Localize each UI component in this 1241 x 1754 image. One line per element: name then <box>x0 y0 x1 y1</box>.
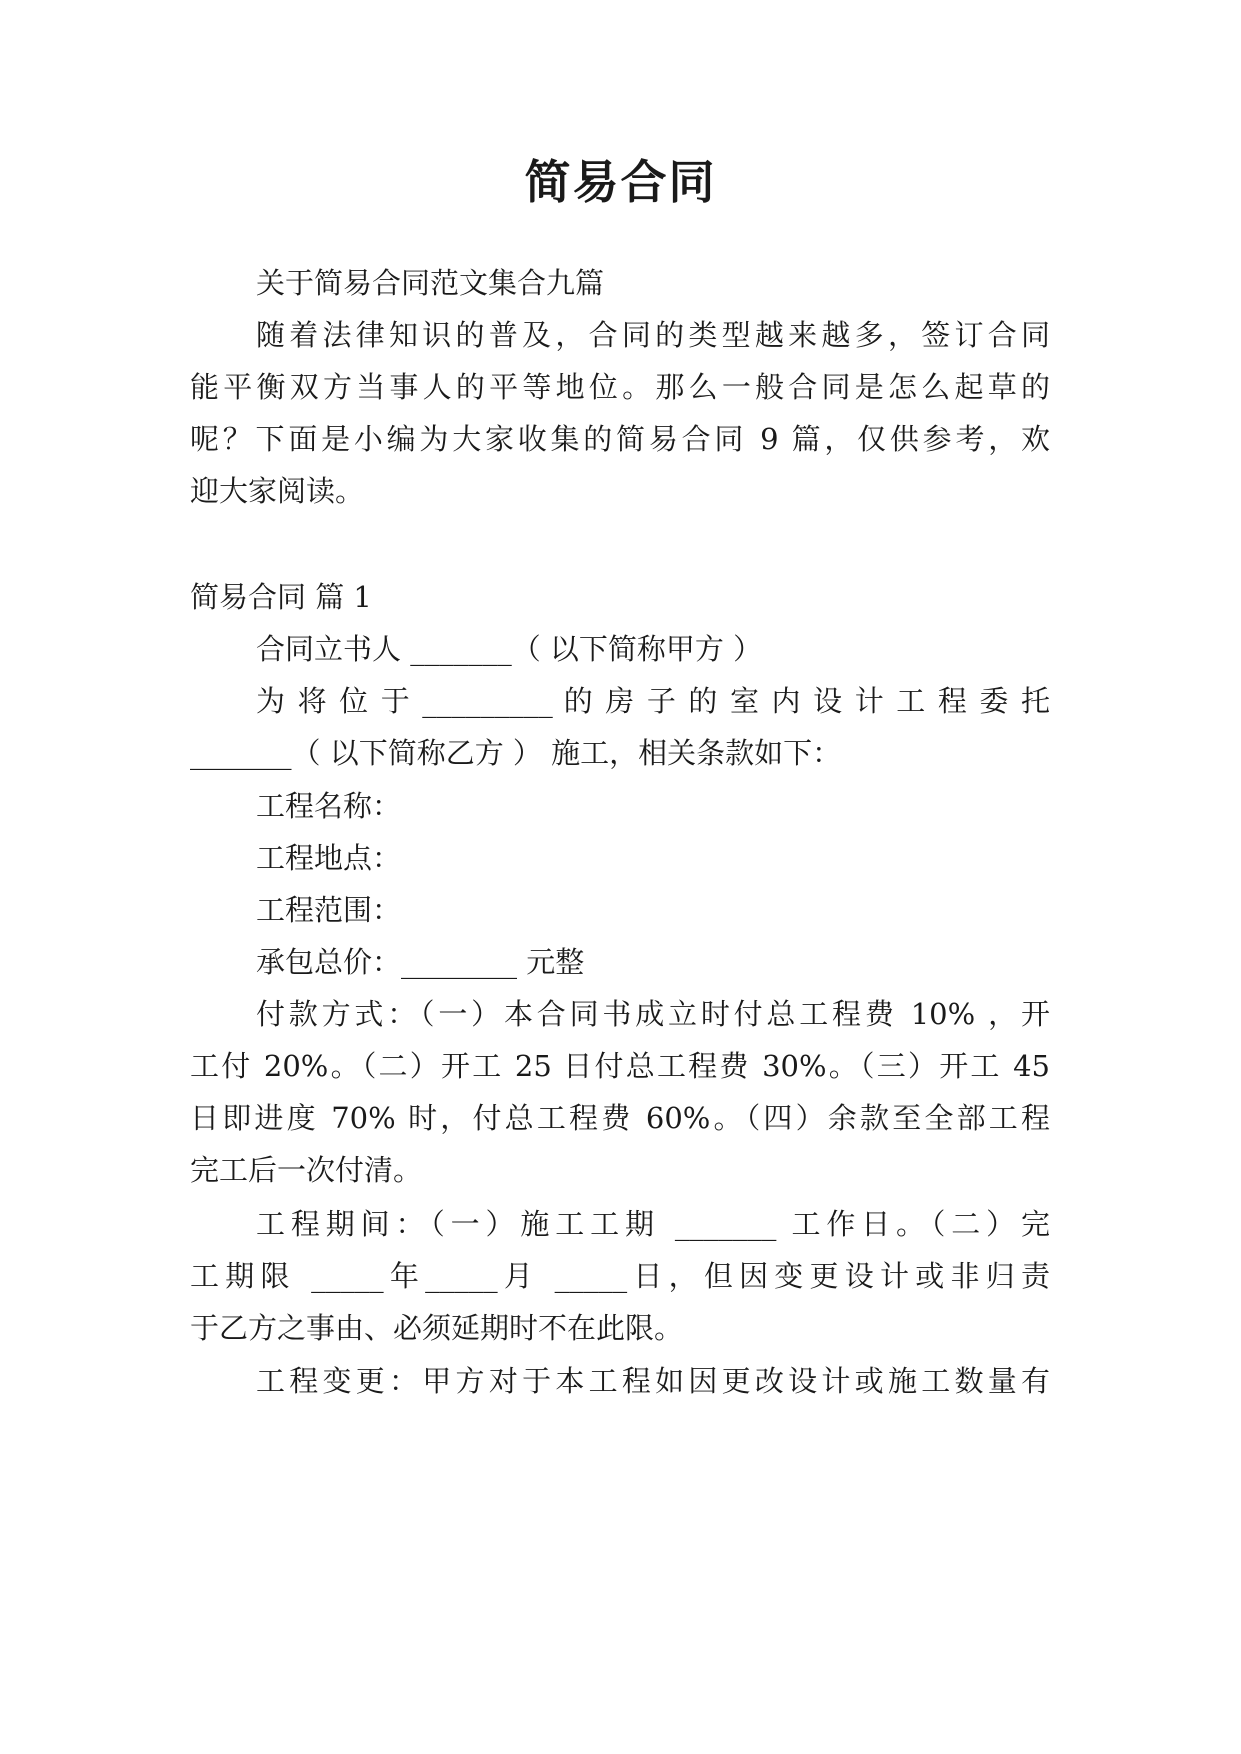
project-name-line: 工程名称： <box>256 789 402 823</box>
project-period-line-2: 工期限 _____年_____月 _____日，但因变更设计或非归责 <box>190 1259 1050 1293</box>
project-change-line-1: 工程变更：甲方对于本工程如因更改设计或施工数量有 <box>256 1364 1050 1398</box>
intro-heading: 关于简易合同范文集合九篇 <box>256 266 605 300</box>
payment-terms-line-1: 付款方式：（一）本合同书成立时付总工程费 10% ，开 <box>256 997 1050 1031</box>
contract-party-a-line: 合同立书人 _______（ 以下简称甲方 ） <box>256 632 763 666</box>
contract-commission-line-1: 为 将 位 于 _________ 的 房 子 的 室 内 设 计 工 程 委 托 <box>256 684 1050 718</box>
payment-terms-line-2: 工付 20%。（二）开工 25 日付总工程费 30%。（三）开工 45 <box>190 1049 1050 1083</box>
payment-terms-line-3: 日即进度 70% 时，付总工程费 60%。（四）余款至全部工程 <box>190 1101 1050 1135</box>
project-period-line-1: 工程期间：（一）施工工期 _______ 工作日。（二）完 <box>256 1207 1050 1241</box>
intro-paragraph-line-1: 随着法律知识的普及，合同的类型越来越多，签订合同 <box>256 318 1050 352</box>
contract-commission-line-2: _______（ 以下简称乙方 ） 施工，相关条款如下： <box>190 736 842 770</box>
project-location-line: 工程地点： <box>256 841 402 875</box>
payment-terms-line-4: 完工后一次付清。 <box>190 1153 423 1187</box>
intro-paragraph-line-4: 迎大家阅读。 <box>190 474 365 508</box>
project-period-line-3: 于乙方之事由、必须延期时不在此限。 <box>190 1311 684 1345</box>
total-price-line: 承包总价：________ 元整 <box>256 945 585 979</box>
section-heading: 简易合同 篇 1 <box>190 580 372 614</box>
intro-paragraph-line-3: 呢？下面是小编为大家收集的简易合同 9 篇，仅供参考，欢 <box>190 422 1050 456</box>
project-scope-line: 工程范围： <box>256 893 402 927</box>
intro-paragraph-line-2: 能平衡双方当事人的平等地位。那么一般合同是怎么起草的 <box>190 370 1050 404</box>
document-title: 简易合同 <box>524 155 717 209</box>
